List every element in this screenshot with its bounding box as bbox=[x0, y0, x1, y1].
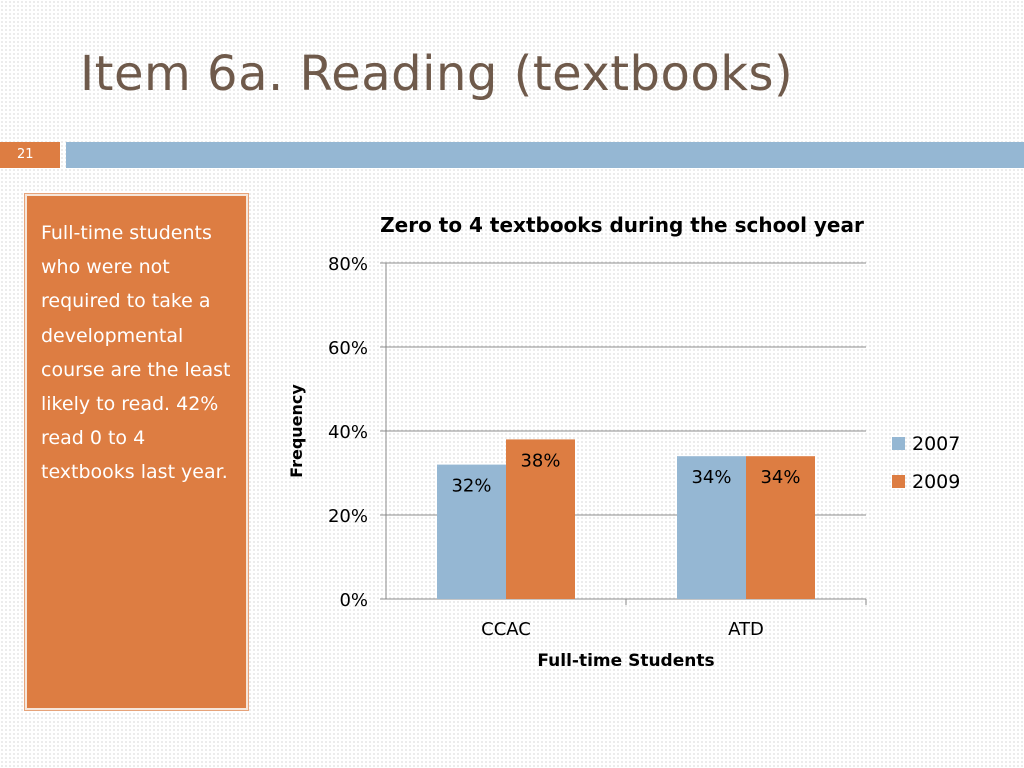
x-tick-label: ATD bbox=[728, 619, 764, 640]
legend-swatch-2009 bbox=[892, 475, 905, 488]
bar-chart bbox=[270, 195, 990, 680]
slide-number: 21 bbox=[17, 147, 34, 162]
x-axis-label: Full-time Students bbox=[537, 651, 715, 671]
legend-label: 2009 bbox=[912, 471, 961, 493]
chart-title: Zero to 4 textbooks during the school year bbox=[380, 213, 864, 237]
legend-label: 2007 bbox=[912, 433, 961, 455]
y-tick-label: 60% bbox=[327, 338, 368, 359]
plot-area bbox=[328, 254, 866, 640]
data-label: 38% bbox=[520, 450, 561, 472]
legend bbox=[892, 433, 960, 493]
x-tick-label: CCAC bbox=[481, 619, 531, 640]
y-tick-label: 80% bbox=[327, 254, 368, 275]
data-label: 34% bbox=[760, 467, 801, 489]
y-tick-label: 40% bbox=[327, 422, 368, 443]
slide-title: Item 6a. Reading (textbooks) bbox=[80, 46, 794, 102]
title-accent-bar bbox=[66, 142, 1024, 168]
data-label: 34% bbox=[691, 467, 732, 489]
y-axis-label: Frequency bbox=[287, 384, 306, 478]
y-tick-label: 20% bbox=[327, 506, 368, 527]
side-text: Full-time students who were not required to take a developmental course are the least likely to read. 42% read 0 to 4 textbooks last year. bbox=[41, 222, 231, 484]
data-label: 32% bbox=[451, 475, 492, 497]
side-text-panel bbox=[24, 193, 249, 711]
slide-number-badge bbox=[0, 142, 60, 168]
legend-swatch-2007 bbox=[892, 437, 905, 450]
y-tick-label: 0% bbox=[339, 590, 368, 611]
